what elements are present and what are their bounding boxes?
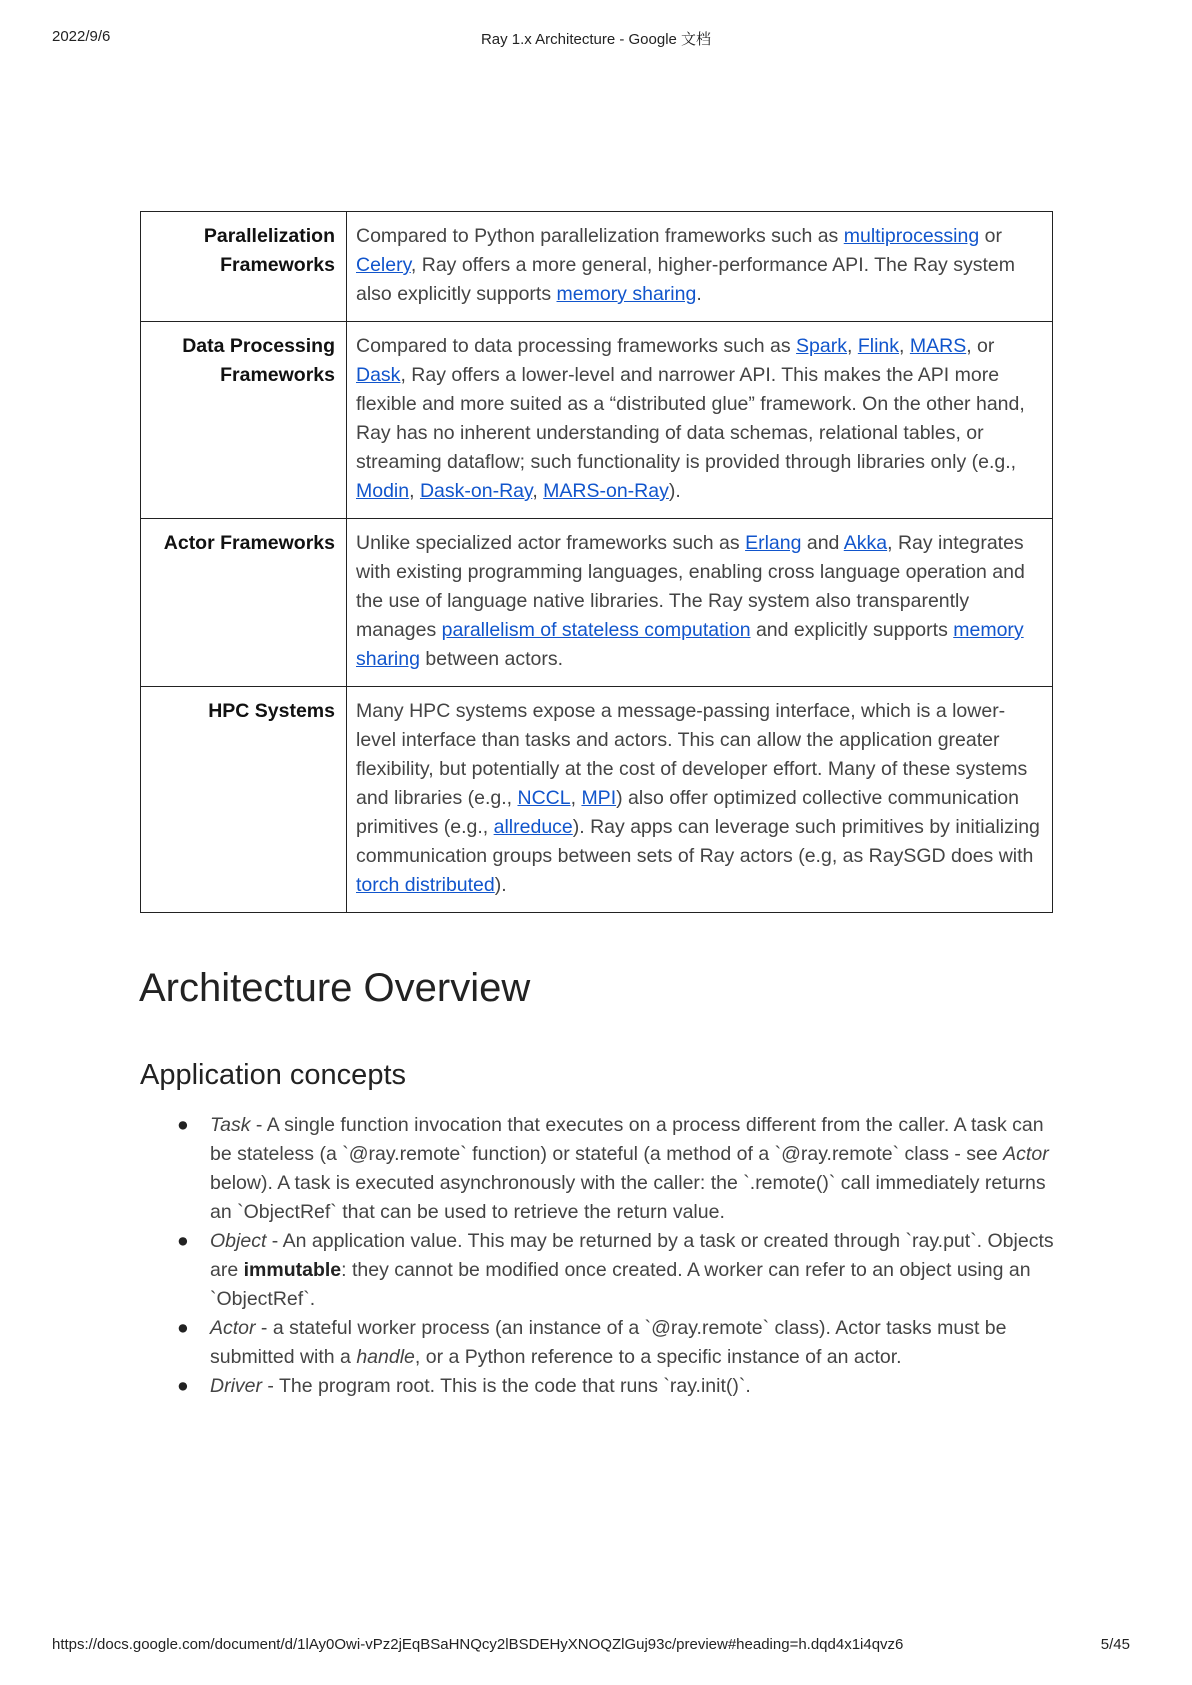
text-run: ). Ray apps can leverage such primitives by initializing communication groups between sets of Ray actors (e.g, as RaySGD does with <box>356 816 1040 867</box>
text-run: , <box>409 480 420 502</box>
row-description <box>347 212 1053 322</box>
text-run: , Ray integrates with existing programming languages, enabling cross language operation and the use of language native libraries. The Ray system also transparently manages <box>356 532 1025 641</box>
row-description <box>347 322 1053 519</box>
link-multiprocessing[interactable]: multiprocessing <box>843 225 980 247</box>
link-memory-sharing[interactable]: memory sharing <box>356 619 1024 670</box>
link-flink[interactable]: Flink <box>857 335 900 357</box>
text-run: Compared to Python parallelization frameworks such as <box>356 225 844 247</box>
text-run: , <box>570 787 582 809</box>
application-concepts-heading: Application concepts <box>140 1059 406 1091</box>
text-run: , or a Python reference to a specific instance of an actor. <box>414 1346 902 1368</box>
text-run: . <box>696 283 702 305</box>
concept-term: Object <box>210 1230 267 1252</box>
print-header <box>52 28 1140 50</box>
link-dask[interactable]: Dask <box>356 364 401 386</box>
italic-run: Actor <box>1003 1143 1049 1165</box>
bullet-icon: ● <box>177 1230 189 1252</box>
text-run: ) also offer optimized collective communication primitives (e.g., <box>356 787 1019 838</box>
print-date: 2022/9/6 <box>52 28 111 45</box>
text-run: , Ray offers a more general, higher-performance API. The Ray system also explicitly supports <box>356 254 1015 305</box>
text-run: Compared to data processing frameworks such as <box>356 335 797 357</box>
row-description <box>347 519 1053 687</box>
text-run: ). <box>494 874 507 896</box>
link-celery[interactable]: Celery <box>356 254 411 276</box>
text-run: - a stateful worker process (an instance of a `@ray.remote` class). Actor tasks must be submitted with a <box>210 1317 1007 1368</box>
text-run: or <box>979 225 1002 247</box>
text-run: Unlike specialized actor frameworks such as <box>356 532 746 554</box>
link-memory-sharing[interactable]: memory sharing <box>556 283 697 305</box>
document-url: https://docs.google.com/document/d/1lAy0Owi-vPz2jEqBSaHNQcy2lBSDEHyXNOQZlGuj93c/preview#heading=h.dqd4x1i4qvz6 <box>52 1636 904 1653</box>
link-dask-on-ray[interactable]: Dask-on-Ray <box>419 480 533 502</box>
row-description <box>347 687 1053 913</box>
link-akka[interactable]: Akka <box>843 532 888 554</box>
text-run: , <box>532 480 544 502</box>
text-run: - An application value. This may be returned by a task or created through `ray.put`. Objects are <box>210 1230 1054 1281</box>
concept-term: Driver <box>210 1375 262 1397</box>
text-run: and <box>801 532 844 554</box>
link-nccl[interactable]: NCCL <box>517 787 571 809</box>
table-row <box>141 212 1053 322</box>
concept-list <box>140 1111 1060 1401</box>
text-run: , or <box>966 335 995 357</box>
link-erlang[interactable]: Erlang <box>745 532 802 554</box>
text-run: - A single function invocation that executes on a process different from the caller. A task can be stateless (a `@ray.remote` function) or stateful (a method of a `@ray.remote` class - see <box>210 1114 1044 1165</box>
italic-run: handle <box>356 1346 415 1368</box>
text-run: : they cannot be modified once created. A worker can refer to an object using an `ObjectRef`. <box>210 1259 1031 1310</box>
link-modin[interactable]: Modin <box>356 480 410 502</box>
link-spark[interactable]: Spark <box>796 335 847 357</box>
bold-run: immutable <box>243 1259 342 1281</box>
link-torch-distributed[interactable]: torch distributed <box>356 874 495 896</box>
page-number: 5/45 <box>1100 1636 1130 1653</box>
text-run: Many HPC systems expose a message-passing interface, which is a lower-level interface than tasks and actors. This can allow the application greater flexibility, but potentially at the cost of developer effort. Many of these systems and libraries (e.g., <box>356 700 1028 809</box>
table-row <box>141 687 1053 913</box>
text-run: between actors. <box>419 648 564 670</box>
table-row <box>141 322 1053 519</box>
row-label: Data Processing Frameworks <box>141 322 347 519</box>
list-item <box>140 1372 1060 1401</box>
link-allreduce[interactable]: allreduce <box>493 816 573 838</box>
bullet-icon: ● <box>177 1114 189 1136</box>
row-label: Parallelization Frameworks <box>141 212 347 322</box>
text-run: , <box>847 335 858 357</box>
row-label: HPC Systems <box>141 687 347 913</box>
link-mars-on-ray[interactable]: MARS-on-Ray <box>543 480 669 502</box>
text-run: , Ray offers a lower-level and narrower API. This makes the API more flexible and more suited as a “distributed glue” framework. On the other hand, Ray has no inherent understanding of data schemas, relational tables, or streaming dataflow; such functionality is provided through libraries only (e.g., <box>356 364 1025 473</box>
list-item <box>140 1314 1060 1372</box>
text-run: ). <box>668 480 681 502</box>
concept-term: Actor <box>210 1317 256 1339</box>
list-item <box>140 1111 1060 1227</box>
table-row <box>141 519 1053 687</box>
bullet-icon: ● <box>177 1317 189 1339</box>
architecture-overview-heading: Architecture Overview <box>139 966 531 1010</box>
comparison-table <box>140 211 1053 913</box>
link-parallelism-stateless[interactable]: parallelism of stateless computation <box>441 619 751 641</box>
list-item <box>140 1227 1060 1314</box>
link-mpi[interactable]: MPI <box>581 787 617 809</box>
row-label: Actor Frameworks <box>141 519 347 687</box>
link-mars[interactable]: MARS <box>909 335 967 357</box>
text-run: - The program root. This is the code that runs `ray.init()`. <box>262 1375 751 1397</box>
print-footer <box>52 1636 1140 1658</box>
concept-term: Task <box>210 1114 251 1136</box>
text-run: below). A task is executed asynchronously with the caller: the `.remote()` call immediately returns an `ObjectRef` that can be used to retrieve the return value. <box>210 1172 1046 1223</box>
text-run: , <box>899 335 910 357</box>
bullet-icon: ● <box>177 1375 189 1397</box>
document-title: Ray 1.x Architecture - Google 文档 <box>480 31 712 48</box>
text-run: and explicitly supports <box>750 619 954 641</box>
